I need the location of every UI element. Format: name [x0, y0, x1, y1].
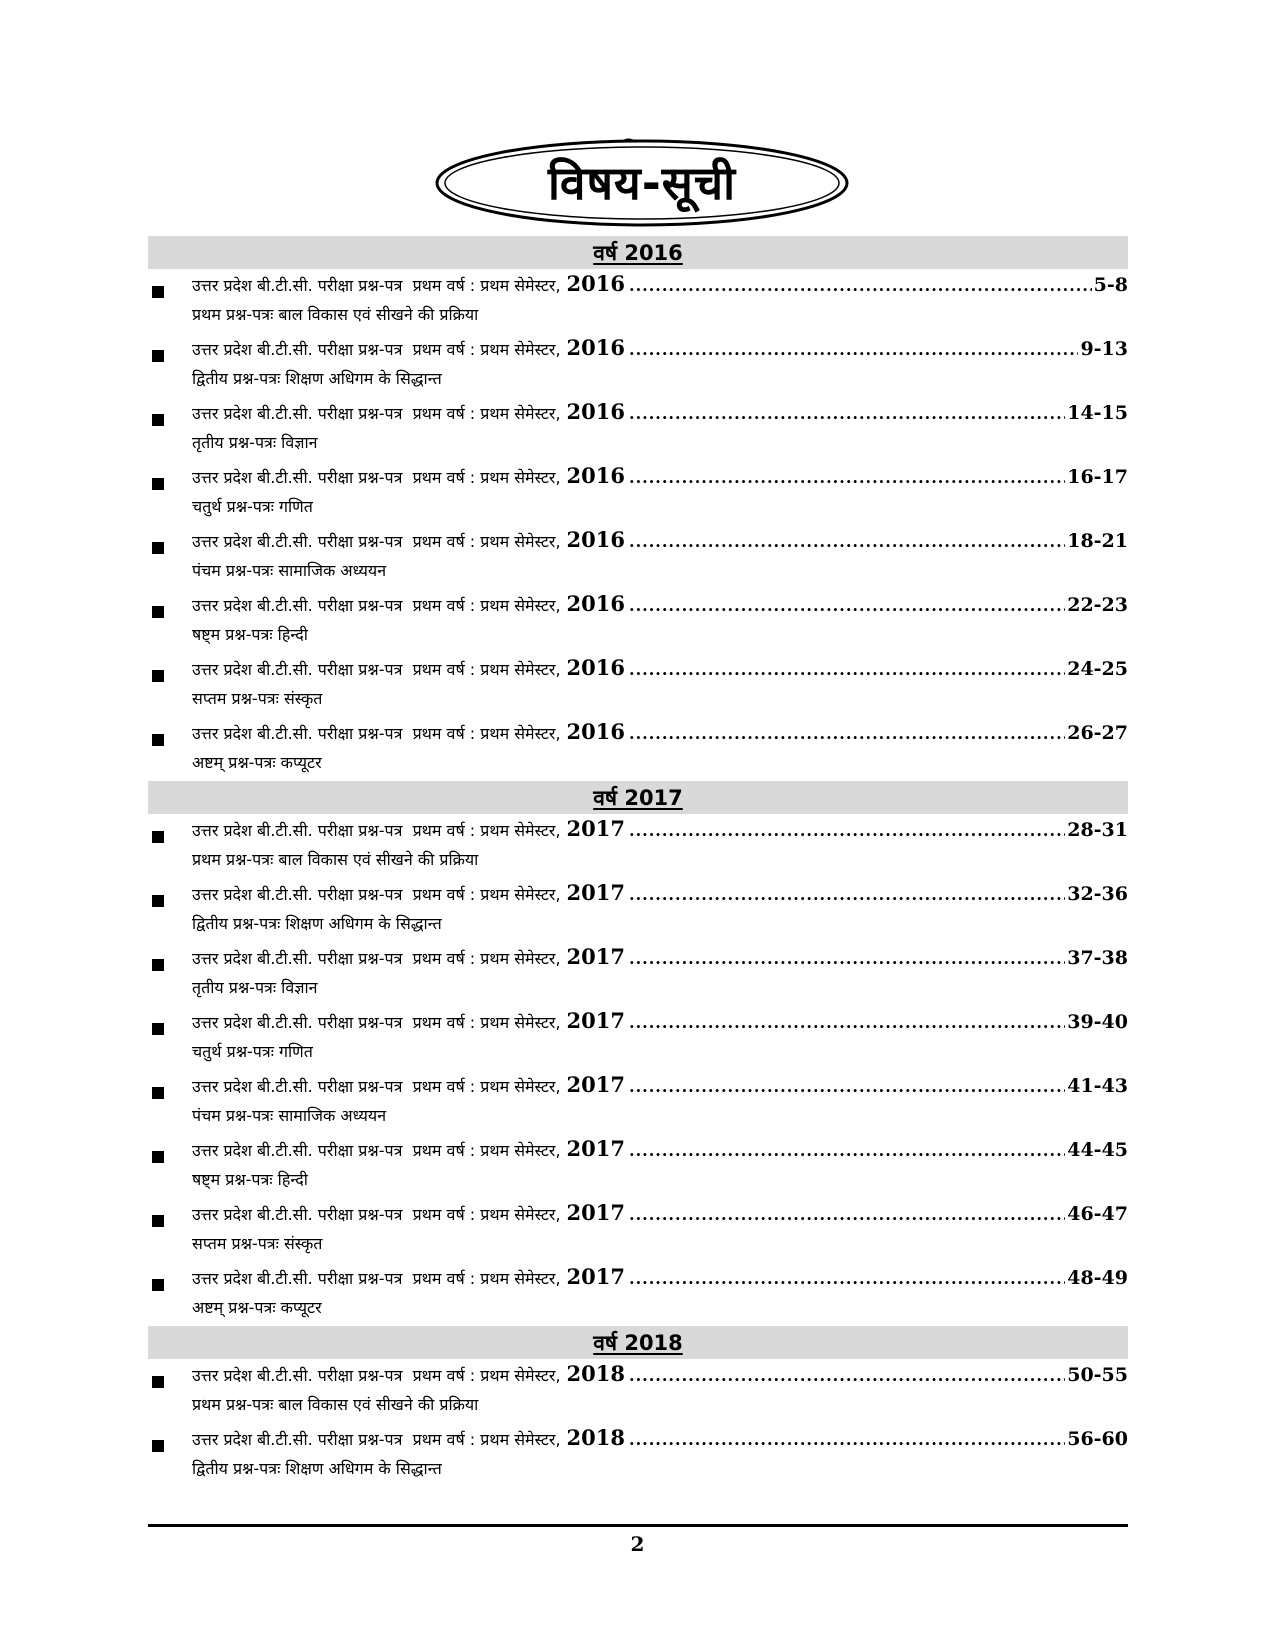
entry-heading-line — [192, 942, 1128, 975]
entry-year: 2016 — [566, 527, 625, 552]
dot-leader — [629, 532, 1065, 551]
square-bullet-icon — [152, 895, 164, 907]
entry-heading-line — [192, 1134, 1128, 1167]
toc-entry[interactable] — [148, 525, 1128, 589]
entry-heading-line — [192, 269, 1128, 302]
entry-paper-subtitle: प्रथम प्रश्न-पत्रः बाल विकास एवं सीखने की प्रक्रिया — [192, 850, 479, 869]
entry-exam-title: उत्तर प्रदेश बी.टी.सी. परीक्षा प्रश्न-पत्र प्रथम वर्ष : प्रथम सेमेस्टर, — [192, 949, 561, 968]
dot-leader — [629, 404, 1065, 423]
dot-leader — [629, 1366, 1065, 1385]
toc-entry[interactable] — [148, 1070, 1128, 1134]
entry-exam-title: उत्तर प्रदेश बी.टी.सी. परीक्षा प्रश्न-पत्र प्रथम वर्ष : प्रथम सेमेस्टर, — [192, 404, 561, 423]
year-heading: वर्ष 2016 — [593, 240, 683, 265]
entry-page-range: 9-13 — [1080, 338, 1128, 360]
dot-leader — [629, 885, 1065, 904]
entry-page-range: 39-40 — [1067, 1011, 1128, 1033]
entry-heading-line — [192, 461, 1128, 494]
entry-heading-line — [192, 1359, 1128, 1392]
entry-exam-title: उत्तर प्रदेश बी.टी.सी. परीक्षा प्रश्न-पत्र प्रथम वर्ष : प्रथम सेमेस्टर, — [192, 1141, 561, 1160]
entry-page-range: 44-45 — [1067, 1139, 1128, 1161]
entry-year: 2016 — [566, 463, 625, 488]
entry-page-range: 5-8 — [1093, 274, 1128, 296]
entry-exam-title: उत्तर प्रदेश बी.टी.सी. परीक्षा प्रश्न-पत्र प्रथम वर्ष : प्रथम सेमेस्टर, — [192, 660, 561, 679]
toc-entry[interactable] — [148, 1359, 1128, 1423]
entry-exam-title: उत्तर प्रदेश बी.टी.सी. परीक्षा प्रश्न-पत्र प्रथम वर्ष : प्रथम सेमेस्टर, — [192, 468, 561, 487]
entry-year: 2017 — [566, 1072, 625, 1097]
entry-heading-line — [192, 397, 1128, 430]
entry-exam-title: उत्तर प्रदेश बी.टी.सी. परीक्षा प्रश्न-पत्र प्रथम वर्ष : प्रथम सेमेस्टर, — [192, 276, 561, 295]
entry-exam-title: उत्तर प्रदेश बी.टी.सी. परीक्षा प्रश्न-पत्र प्रथम वर्ष : प्रथम सेमेस्टर, — [192, 1205, 561, 1224]
entry-year: 2017 — [566, 816, 625, 841]
entry-year: 2018 — [566, 1425, 625, 1450]
dot-leader — [629, 1430, 1065, 1449]
year-section-header — [148, 781, 1128, 814]
entry-paper-subtitle: षष्ट्म प्रश्न-पत्रः हिन्दी — [192, 1170, 308, 1189]
square-bullet-icon — [152, 1215, 164, 1227]
entry-year: 2017 — [566, 1264, 625, 1289]
entry-year: 2018 — [566, 1361, 625, 1386]
page-number: 2 — [630, 1532, 645, 1556]
square-bullet-icon — [152, 1087, 164, 1099]
square-bullet-icon — [152, 1376, 164, 1388]
entry-heading-line — [192, 1070, 1128, 1103]
square-bullet-icon — [152, 959, 164, 971]
entry-heading-line — [192, 878, 1128, 911]
entry-heading-line — [192, 653, 1128, 686]
entry-page-range: 26-27 — [1067, 722, 1128, 744]
entry-paper-subtitle: द्वितीय प्रश्न-पत्रः शिक्षण अधिगम के सिद्धान्त — [192, 369, 442, 388]
entry-page-range: 37-38 — [1067, 947, 1128, 969]
square-bullet-icon — [152, 542, 164, 554]
entry-paper-subtitle: पंचम प्रश्न-पत्रः सामाजिक अध्ययन — [192, 1106, 387, 1125]
entry-page-range: 28-31 — [1067, 819, 1128, 841]
entry-year: 2017 — [566, 880, 625, 905]
square-bullet-icon — [152, 1151, 164, 1163]
entry-year: 2017 — [566, 1200, 625, 1225]
toc-entry[interactable] — [148, 269, 1128, 333]
entry-year: 2017 — [566, 1136, 625, 1161]
toc-entry[interactable] — [148, 1006, 1128, 1070]
entry-page-range: 56-60 — [1067, 1428, 1128, 1450]
year-heading: वर्ष 2018 — [593, 1330, 683, 1355]
dot-leader — [629, 660, 1065, 679]
dot-leader — [629, 724, 1065, 743]
entry-page-range: 50-55 — [1067, 1364, 1128, 1386]
entry-heading-line — [192, 1262, 1128, 1295]
entry-year: 2016 — [566, 271, 625, 296]
toc-entry[interactable] — [148, 1198, 1128, 1262]
entry-paper-subtitle: चतुर्थ प्रश्न-पत्रः गणित — [192, 497, 313, 516]
entry-page-range: 18-21 — [1067, 530, 1128, 552]
entry-heading-line — [192, 525, 1128, 558]
entry-exam-title: उत्तर प्रदेश बी.टी.सी. परीक्षा प्रश्न-पत्र प्रथम वर्ष : प्रथम सेमेस्टर, — [192, 885, 561, 904]
entry-paper-subtitle: चतुर्थ प्रश्न-पत्रः गणित — [192, 1042, 313, 1061]
dot-leader — [629, 340, 1078, 359]
entry-year: 2016 — [566, 335, 625, 360]
entry-heading-line — [192, 589, 1128, 622]
entry-exam-title: उत्तर प्रदेश बी.टी.सी. परीक्षा प्रश्न-पत्र प्रथम वर्ष : प्रथम सेमेस्टर, — [192, 532, 561, 551]
dot-leader — [629, 1269, 1065, 1288]
entry-exam-title: उत्तर प्रदेश बी.टी.सी. परीक्षा प्रश्न-पत्र प्रथम वर्ष : प्रथम सेमेस्टर, — [192, 1013, 561, 1032]
square-bullet-icon — [152, 670, 164, 682]
dot-leader — [629, 468, 1065, 487]
dot-leader — [629, 949, 1065, 968]
entry-paper-subtitle: तृतीय प्रश्न-पत्रः विज्ञान — [192, 433, 318, 452]
dot-leader — [629, 276, 1092, 295]
toc-entry[interactable] — [148, 653, 1128, 717]
entry-exam-title: उत्तर प्रदेश बी.टी.सी. परीक्षा प्रश्न-पत्र प्रथम वर्ष : प्रथम सेमेस्टर, — [192, 340, 561, 359]
footer-divider — [148, 1524, 1128, 1527]
entry-year: 2016 — [566, 399, 625, 424]
toc-entry[interactable] — [148, 589, 1128, 653]
entry-year: 2017 — [566, 1008, 625, 1033]
entry-year: 2017 — [566, 944, 625, 969]
dot-leader — [629, 1013, 1065, 1032]
entry-exam-title: उत्तर प्रदेश बी.टी.सी. परीक्षा प्रश्न-पत्र प्रथम वर्ष : प्रथम सेमेस्टर, — [192, 821, 561, 840]
entry-page-range: 41-43 — [1067, 1075, 1128, 1097]
entry-page-range: 32-36 — [1067, 883, 1128, 905]
entry-paper-subtitle: प्रथम प्रश्न-पत्रः बाल विकास एवं सीखने की प्रक्रिया — [192, 1395, 479, 1414]
entry-paper-subtitle: अष्टम् प्रश्न-पत्रः कप्यूटर — [192, 1298, 322, 1317]
toc-entry[interactable] — [148, 717, 1128, 781]
entry-page-range: 16-17 — [1067, 466, 1128, 488]
entry-heading-line — [192, 333, 1128, 366]
toc-entry[interactable] — [148, 1134, 1128, 1198]
dot-leader — [629, 821, 1065, 840]
dot-leader — [629, 1141, 1065, 1160]
toc-entry[interactable] — [148, 1423, 1128, 1487]
entry-exam-title: उत्तर प्रदेश बी.टी.सी. परीक्षा प्रश्न-पत्र प्रथम वर्ष : प्रथम सेमेस्टर, — [192, 724, 561, 743]
toc-entry[interactable] — [148, 878, 1128, 942]
entry-heading-line — [192, 814, 1128, 847]
toc-entry[interactable] — [148, 397, 1128, 461]
entry-heading-line — [192, 1198, 1128, 1231]
entry-page-range: 24-25 — [1067, 658, 1128, 680]
entry-exam-title: उत्तर प्रदेश बी.टी.सी. परीक्षा प्रश्न-पत्र प्रथम वर्ष : प्रथम सेमेस्टर, — [192, 1269, 561, 1288]
entry-paper-subtitle: तृतीय प्रश्न-पत्रः विज्ञान — [192, 978, 318, 997]
entry-year: 2016 — [566, 655, 625, 680]
toc-entry[interactable] — [148, 942, 1128, 1006]
entry-page-range: 48-49 — [1067, 1267, 1128, 1289]
title-banner — [432, 136, 852, 228]
square-bullet-icon — [152, 831, 164, 843]
entry-heading-line — [192, 717, 1128, 750]
entry-exam-title: उत्तर प्रदेश बी.टी.सी. परीक्षा प्रश्न-पत्र प्रथम वर्ष : प्रथम सेमेस्टर, — [192, 1366, 561, 1385]
entry-paper-subtitle: द्वितीय प्रश्न-पत्रः शिक्षण अधिगम के सिद्धान्त — [192, 1459, 442, 1478]
entry-paper-subtitle: प्रथम प्रश्न-पत्रः बाल विकास एवं सीखने की प्रक्रिया — [192, 305, 479, 324]
square-bullet-icon — [152, 1279, 164, 1291]
entry-paper-subtitle: सप्तम प्रश्न-पत्रः संस्कृत — [192, 689, 323, 708]
entry-year: 2016 — [566, 719, 625, 744]
square-bullet-icon — [152, 734, 164, 746]
square-bullet-icon — [152, 286, 164, 298]
entry-heading-line — [192, 1006, 1128, 1039]
entry-exam-title: उत्तर प्रदेश बी.टी.सी. परीक्षा प्रश्न-पत्र प्रथम वर्ष : प्रथम सेमेस्टर, — [192, 596, 561, 615]
entry-page-range: 46-47 — [1067, 1203, 1128, 1225]
square-bullet-icon — [152, 1440, 164, 1452]
toc-entry[interactable] — [148, 333, 1128, 397]
dot-leader — [629, 1205, 1065, 1224]
page-title: विषय-सूची — [547, 156, 737, 210]
entry-page-range: 22-23 — [1067, 594, 1128, 616]
entry-paper-subtitle: अष्टम् प्रश्न-पत्रः कप्यूटर — [192, 753, 322, 772]
entry-year: 2016 — [566, 591, 625, 616]
year-section-header — [148, 1326, 1128, 1359]
square-bullet-icon — [152, 414, 164, 426]
entry-paper-subtitle: षष्ट्म प्रश्न-पत्रः हिन्दी — [192, 625, 308, 644]
entry-page-range: 14-15 — [1067, 402, 1128, 424]
table-of-contents — [148, 236, 1128, 1487]
year-section-header — [148, 236, 1128, 269]
toc-entry[interactable] — [148, 1262, 1128, 1326]
toc-entry[interactable] — [148, 461, 1128, 525]
entry-paper-subtitle: पंचम प्रश्न-पत्रः सामाजिक अध्ययन — [192, 561, 387, 580]
toc-entry[interactable] — [148, 814, 1128, 878]
entry-paper-subtitle: सप्तम प्रश्न-पत्रः संस्कृत — [192, 1234, 323, 1253]
square-bullet-icon — [152, 350, 164, 362]
year-heading: वर्ष 2017 — [593, 785, 683, 810]
entry-exam-title: उत्तर प्रदेश बी.टी.सी. परीक्षा प्रश्न-पत्र प्रथम वर्ष : प्रथम सेमेस्टर, — [192, 1430, 561, 1449]
entry-paper-subtitle: द्वितीय प्रश्न-पत्रः शिक्षण अधिगम के सिद्धान्त — [192, 914, 442, 933]
entry-exam-title: उत्तर प्रदेश बी.टी.सी. परीक्षा प्रश्न-पत्र प्रथम वर्ष : प्रथम सेमेस्टर, — [192, 1077, 561, 1096]
square-bullet-icon — [152, 606, 164, 618]
dot-leader — [629, 1077, 1065, 1096]
square-bullet-icon — [152, 1023, 164, 1035]
square-bullet-icon — [152, 478, 164, 490]
dot-leader — [629, 596, 1065, 615]
entry-heading-line — [192, 1423, 1128, 1456]
